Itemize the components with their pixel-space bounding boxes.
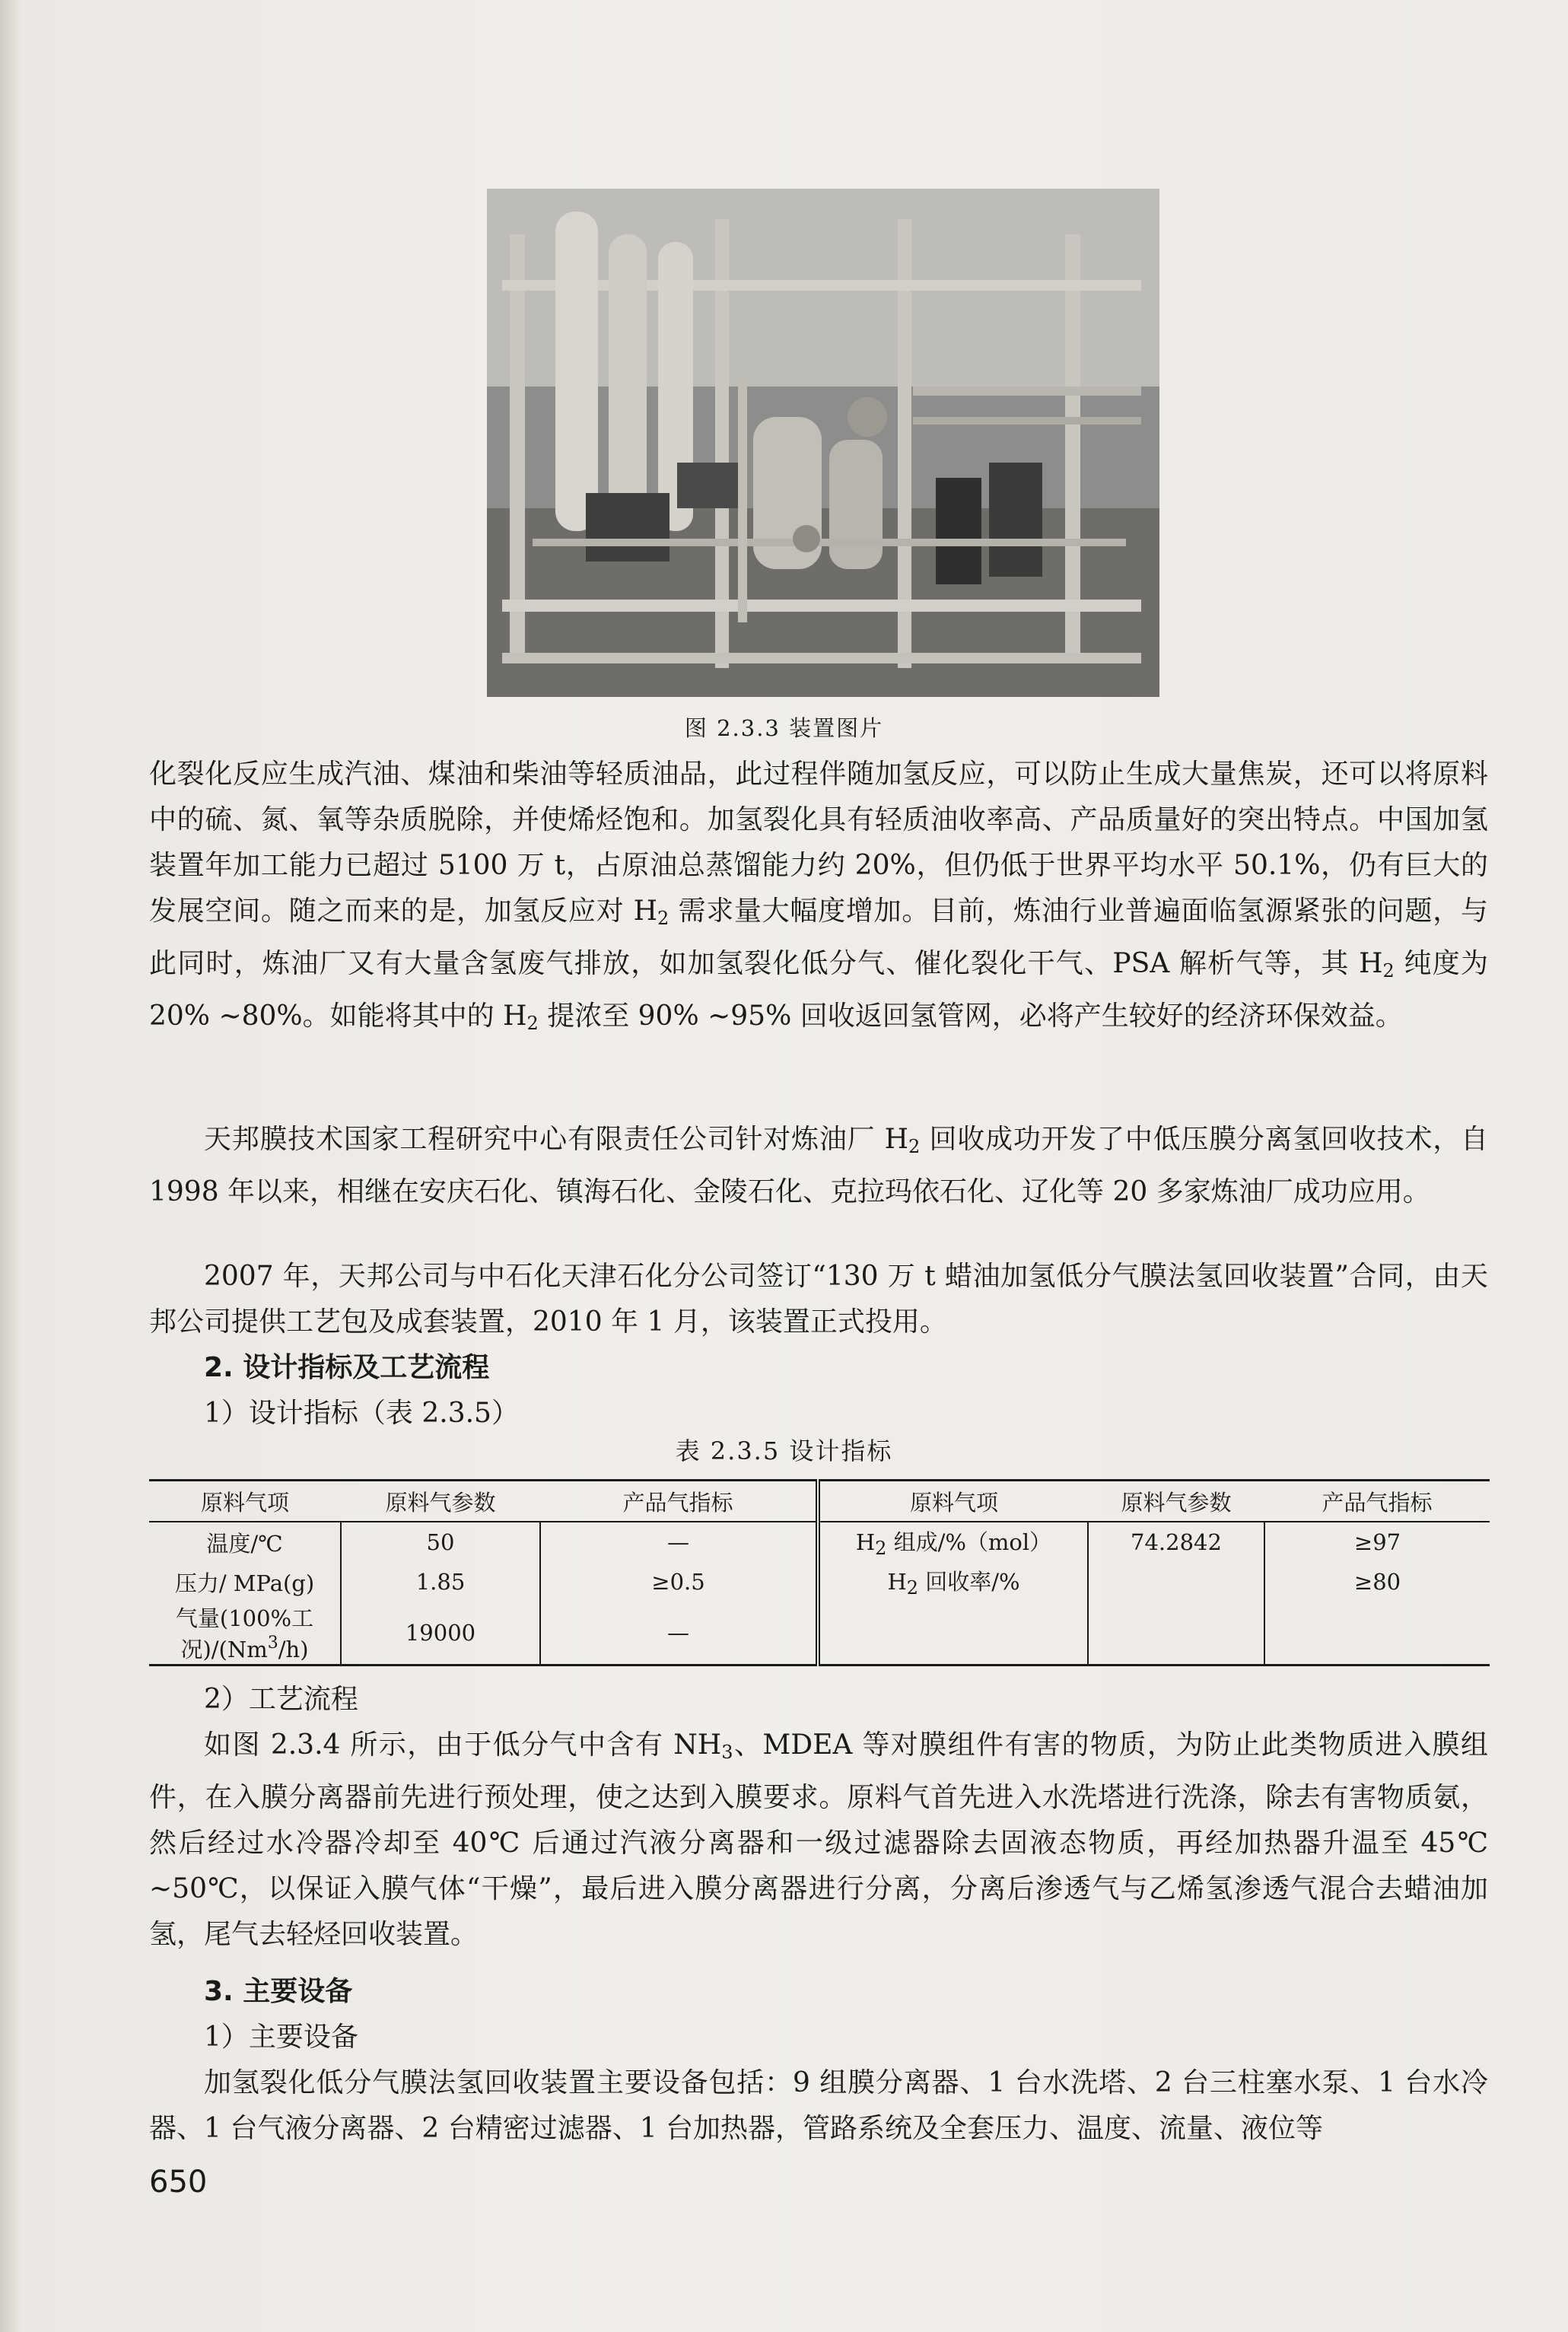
table-row [149, 1562, 1490, 1602]
subscript: 2 [526, 1013, 539, 1034]
table-cell: 50 [341, 1522, 540, 1562]
section-process-flow [149, 1677, 1488, 1958]
paragraph-hydrocracking-text: 化裂化反应生成汽油、煤油和柴油等轻质油品，此过程伴随加氢反应，可以防止生成大量焦炭，还可以将原料中的硫、氮、氧等杂质脱除，并使烯烃饱和。加氢裂化具有轻质油收率高、产品质量好的突出特点。中国加氢装置年加工能力已超过 5100 万 t，占原油总蒸馏能力约 20%，但仍低于世界平均水平 50.1%，仍有巨大的发展空间。随之而来的是，加氢反应对 $H_2$ 需求量大幅度增加。目前，炼油行业普遍面临氢源紧张的问题，与此同时，炼油厂又有大量含氢废气排放，如加氢裂化低分气、催化裂化干气、PSA 解析气等，其 $H_2$ 纯度为 20% ~80%。如能将其中的 $H_2$ 提浓至 90% ~95% 回收返回氢管网，必将产生较好的经济环保效益。 [149, 759, 1488, 1034]
page-edge-shadow [0, 0, 21, 2332]
subscript: 2 [657, 908, 670, 929]
subscript: 3 [721, 1742, 733, 1763]
subsection-design-indices: 1）设计指标（表 2.3.5） [204, 1398, 519, 1429]
table-header-cell: 原料气项 [909, 1489, 998, 1516]
table-cell: 74.2842 [1088, 1522, 1264, 1562]
table-cell [818, 1602, 1088, 1665]
table-cell: 温度/℃ [149, 1522, 341, 1562]
subscript: 2 [908, 1136, 921, 1157]
table-cell: 1.85 [341, 1562, 540, 1602]
table-cell [1264, 1602, 1490, 1665]
table-cell: ≥97 [1353, 1529, 1401, 1555]
table-cell [1088, 1562, 1264, 1602]
table-cell: 压力/ MPa(g) [149, 1562, 341, 1602]
section-3 [149, 1969, 1488, 2152]
paragraph-contract [149, 1254, 1488, 1345]
paragraph-tianbang-intro [149, 1117, 1488, 1215]
table-header-cell: 原料气项 [200, 1489, 289, 1516]
subsection-main-equipment: 1）主要设备 [204, 2022, 358, 2053]
paragraph-process-flow-text: 如图 2.3.4 所示，由于低分气中含有 $NH_3$、MDEA 等对膜组件有害的物质，为防止此类物质进入膜组件，在入膜分离器前先进行预处理，使之达到入膜要求。原料气首先进入水洗塔进行洗涤，除去有害物质氨，然后经过水冷器冷却至 40℃ 后通过汽液分离器和一级过滤器除去固液态物质，再经加热器升温至 45℃ ~50℃，以保证入膜气体“干燥”，最后进入膜分离器进行分离，分离后渗透气与乙烯氢渗透气混合去蜡油加氢，尾气去轻烃回收装置。 [149, 1729, 1488, 1950]
table-cell: — [540, 1602, 818, 1665]
table-row [149, 1602, 1490, 1665]
section-3-heading: 3. 主要设备 [204, 1976, 353, 2007]
table-row [149, 1522, 1490, 1562]
table-cell: ≥80 [1353, 1569, 1401, 1595]
subscript: 2 [1382, 960, 1395, 981]
paragraph-tianbang-text: 天邦膜技术国家工程研究中心有限责任公司针对炼油厂 $H_2$ 回收成功开发了中低压膜分离氢回收技术，自 1998 年以来，相继在安庆石化、镇海石化、金陵石化、克拉玛依石化、辽化等 20 多家炼油厂成功应用。 [149, 1124, 1488, 1207]
table-header-cell: 原料气参数 [1121, 1489, 1232, 1516]
subsection-process-flow: 2）工艺流程 [204, 1684, 358, 1715]
table-cell-gas-volume: 气量(100%工况)/(Nm$^3$/h) [149, 1602, 341, 1665]
table-title: 表 2.3.5 设计指标 [675, 1436, 893, 1465]
paragraph-hydrocracking [149, 752, 1488, 1046]
section-2-heading: 2. 设计指标及工艺流程 [204, 1352, 490, 1383]
table-cell [1088, 1602, 1264, 1665]
equipment-photo [487, 189, 1159, 697]
page-number: 650 [149, 2165, 208, 2200]
table-cell: — [540, 1522, 818, 1562]
design-indices-table [149, 1479, 1490, 1666]
paragraph-equipment-text: 加氢裂化低分气膜法氢回收装置主要设备包括：9 组膜分离器、1 台水洗塔、2 台三柱塞水泵、1 台水冷器、1 台气液分离器、2 台精密过滤器、1 台加热器，管路系统及全套压力、温度、流量、液位等 [149, 2067, 1488, 2144]
table-cell-h2-composition: $H_2$ 组成/%（mol） [818, 1522, 1088, 1562]
table-cell-h2-recovery: $H_2$ 回收率/% [818, 1562, 1088, 1602]
table-header-row [149, 1481, 1490, 1522]
section-2 [149, 1345, 1488, 1436]
paragraph-contract-text: 2007 年，天邦公司与中石化天津石化分公司签订“130 万 t 蜡油加氢低分气膜法氢回收装置”合同，由天邦公司提供工艺包及成套装置，2010 年 1 月，该装置正式投用。 [149, 1261, 1488, 1338]
table-cell: 19000 [341, 1602, 540, 1665]
table-header-cell: 原料气参数 [385, 1489, 496, 1516]
figure-caption: 图 2.3.3 装置图片 [684, 715, 884, 741]
table-cell: ≥0.5 [540, 1562, 818, 1602]
table-header-cell: 产品气指标 [1322, 1489, 1433, 1516]
table-header-cell: 产品气指标 [540, 1481, 818, 1522]
